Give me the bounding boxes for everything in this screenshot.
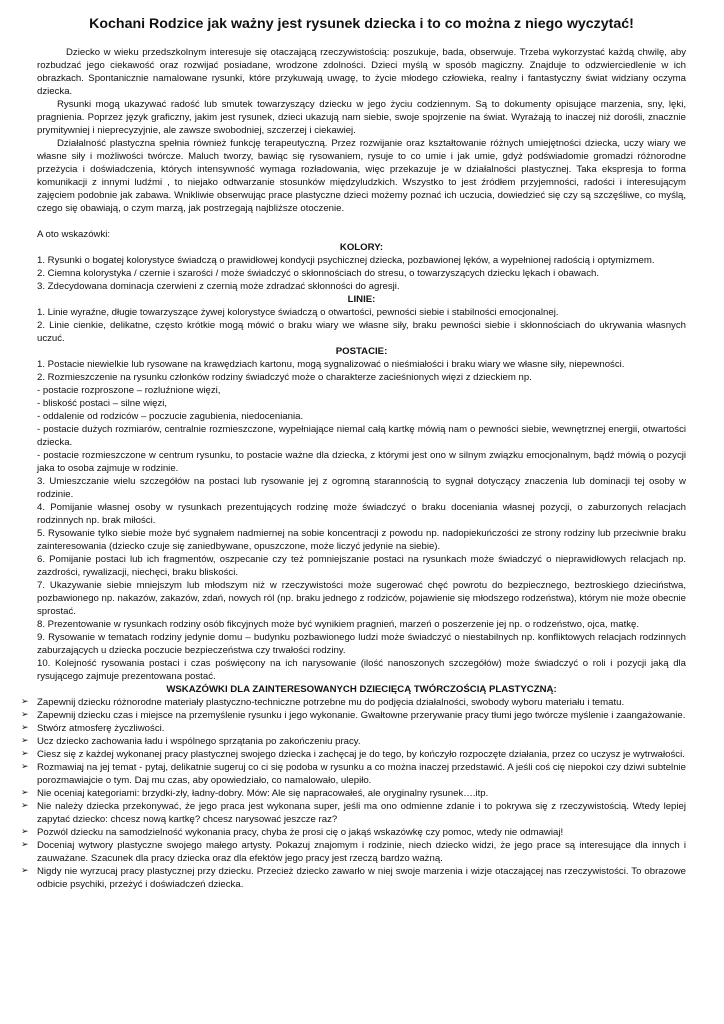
arrow-bullet-icon: ➢ <box>21 801 29 811</box>
section-heading-kolory: KOLORY: <box>339 242 384 253</box>
tips-list <box>21 696 686 891</box>
list-item: 4. Pomijanie własnej osoby w rysunkach prezentujących rodzinę może świadczyć o braku doceniania własnej pozycji, o zaburzonych relacjach rodzinnych np. brak miłości. <box>37 502 686 526</box>
arrow-bullet-icon: ➢ <box>21 749 29 759</box>
section-heading-postacie: POSTACIE: <box>335 346 388 357</box>
arrow-bullet-icon: ➢ <box>21 866 29 876</box>
list-item: 2. Ciemna kolorystyka / czernie i szarości / może świadczyć o skłonnościach do stresu, o towarzyszących dziecku lękach i obawach. <box>37 268 599 279</box>
list-item: 2. Linie cienkie, delikatne, często krótkie mogą mówić o braku wiary we własne siły, braku pewności siebie i skłonnościach do ukrywania własnych uczuć. <box>37 320 686 344</box>
arrow-bullet-icon: ➢ <box>21 827 29 837</box>
intro-paragraph-2: Rysunki mogą ukazywać radość lub smutek towarzyszący dziecku w jego życiu codziennym. Są to dokumenty opisujące marzenia, sny, lęki, pragnienia. Poprzez język graficzny, jakim jest rysunek, dzieci ukazują nam siebie, swoje spojrzenie na świat. Wyrażają to inaczej niż dorośli, znacznie prymitywniej i nieprecyzyjnie, ale zawsze swobodniej, szczerzej i ciekawiej. <box>37 99 686 136</box>
list-item: 2. Rozmieszczenie na rysunku członków rodziny świadczyć może o charakterze zacieśnionych więzi z dzieckiem np. <box>37 372 532 383</box>
list-item: ➢ Nigdy nie wyrzucaj pracy plastycznej przy dziecku. Przecież dziecko zawarło w niej swoje marzenia i wizje otaczającej nas rzeczywistości. To obrazowe odbicie psychiki, przeżyć i doświadczeń dziecka. <box>21 866 686 890</box>
list-item: ➢ Doceniaj wytwory plastyczne swojego małego artysty. Pokazuj znajomym i rodzinie, niech dziecko widzi, że jego prace są interesujące dla innych i zauważane. Szacunek dla pracy dziecka oraz dla efektów jego pracy jest rzeczą bardzo ważną. <box>21 840 686 864</box>
intro-paragraph-1: Dziecko w wieku przedszkolnym interesuje się otaczającą rzeczywistością: poszukuje, bada, obserwuje. Trzeba wykorzystać każdą chwilę, aby rozbudzać jego ciekawość oraz rozwijać posiadane, wrodzone zdolności. Dzieci myślą w sposób magiczny. Znajduje to odzwierciedlenie w ich obrazkach. Spontanicznie namalowane rysunki, które przykuwają uwagę, to życie młodego człowieka, realny i fantastyczny świat widziany oczyma dziecka. <box>37 47 686 97</box>
list-item: ➢ Pozwól dziecku na samodzielność wykonania pracy, chyba że prosi cię o jakąś wskazówkę czy pomoc, wtedy nie odmawiaj! <box>21 827 564 838</box>
list-item: 6. Pomijanie postaci lub ich fragmentów, oszpecanie czy też pomniejszanie postaci na rysunkach może świadczyć o nieprawidłowych relacjach np. zazdrości, rywalizacji, niechęci, braku bliskości. <box>37 554 686 578</box>
list-item: ➢ Ciesz się z każdej wykonanej pracy plastycznej swojego dziecka i zachęcaj je do tego, by kończyło rozpoczęte działania, przez co uczysz je wytrwałości. <box>21 749 685 760</box>
page-title: Kochani Rodzice jak ważny jest rysunek dziecka i to co można z niego wyczytać! <box>89 16 634 32</box>
list-item: ➢ Zapewnij dziecku różnorodne materiały plastyczno-techniczne potrzebne mu do podjęcia działalności, swobody wyboru materiału i tematu. <box>21 697 625 708</box>
list-item: 1. Rysunki o bogatej kolorystyce świadczą o prawidłowej kondycji psychicznej dziecka, pozbawionej lęków, a wypełnionej radością i optymizmem. <box>37 255 655 266</box>
list-item: - postacie rozmieszczone w centrum rysunku, to postacie ważne dla dziecka, z którymi jest ono w silnym związku emocjonalnym, bądź mówią o pozycji jaka to osoba zajmuje w rodzinie. <box>37 450 686 474</box>
list-item: ➢ Nie oceniaj kategoriami: brzydki-zły, ładny-dobry. Mów: Ale się napracowałeś, ale oryginalny rysunek….itp. <box>21 788 489 799</box>
list-item: - bliskość postaci – silne więzi, <box>37 398 168 409</box>
list-item: 1. Linie wyraźne, długie towarzyszące żywej kolorystyce świadczą o otwartości, pewności siebie i stabilności emocjonalnej. <box>37 307 559 318</box>
list-item: 7. Ukazywanie siebie mniejszym lub młodszym niż w rzeczywistości może sugerować chęć powrotu do bezpiecznego, beztroskiego dzieciństwa, pozbawionego np. nakazów, zakazów, zdań, nowych ról (np. braku jednego z rodziców, pojawienie się młodszego rodzeństwa), którym nie może obecnie sprostać. <box>37 580 687 617</box>
list-item: 9. Rysowanie w tematach rodziny jedynie domu – budynku pozbawionego ludzi może świadczyć o niestabilnych np. konfliktowych relacjach rodzinnych zaburzających u dziecka poczucie bezpieczeństwa czy trwałości rodziny. <box>37 632 686 656</box>
list-item: 10. Kolejność rysowania postaci i czas poświęcony na ich narysowanie (ilość nanoszonych szczegółów) może świadczyć o roli i pozycji jaką dla rysującego zajmuje prezentowana postać. <box>37 658 686 682</box>
arrow-bullet-icon: ➢ <box>21 840 29 850</box>
tips-label: A oto wskazówki: <box>37 229 111 240</box>
list-item: ➢ Ucz dziecko zachowania ładu i wspólnego sprzątania po zakończeniu pracy. <box>21 736 361 747</box>
list-item: - postacie rozproszone – rozluźnione więzi, <box>37 385 221 396</box>
list-item: ➢ Zapewnij dziecku czas i miejsce na przemyślenie rysunku i jego wykonanie. Gwałtowne przerywanie pracy tłumi jego twórcze myślenie i zaangażowanie. <box>21 710 686 721</box>
list-item: 3. Umieszczanie wielu szczegółów na postaci lub rysowanie jej z ogromną starannością to sygnał dotyczący znaczenia lub dominacji tej osoby w rodzinie. <box>37 476 686 500</box>
arrow-bullet-icon: ➢ <box>21 723 29 733</box>
arrow-bullet-icon: ➢ <box>21 697 29 707</box>
intro-paragraph-3: Działalność plastyczna spełnia również funkcję terapeutyczną. Przez rozwijanie oraz kształtowanie różnych umiejętności dziecka, uczy wiary we własne siły i możliwości twórcze. Maluch tworzy, bawiąc się rysowaniem, rysuje to co umie i jak umie, gdyż podświadomie gromadzi różnorodne przeżycia i doświadczenia, których intensywność wymaga rozładowania, więc przekazuje je w działalności plastycznej. Taka ekspresja to forma komunikacji z innymi ludźmi , to niejako odtwarzanie stosunków międzyludzkich. Wszystko to jest źródłem przyjemności, radości i interesującym zajęciem podobnie jak zabawa. Wnikliwie obserwując prace plastyczne dzieci możemy poznać ich uczucia, dowiedzieć się czy są szczęśliwe, co myślą, czego się obawiają, o czym marzą, jak postrzegają najbliższe otoczenie. <box>37 138 686 214</box>
list-item: ➢ Stwórz atmosferę życzliwości. <box>21 723 165 734</box>
list-item: 8. Prezentowanie w rysunkach rodziny osób fikcyjnych może być wynikiem pragnień, marzeń o poszerzenie jej np. o rodzeństwo, ojca, matkę. <box>37 619 640 630</box>
section-heading-linie: LINIE: <box>347 294 376 305</box>
arrow-bullet-icon: ➢ <box>21 736 29 746</box>
list-item: - oddalenie od rodziców – poczucie zagubienia, niedoceniania. <box>37 411 304 422</box>
arrow-bullet-icon: ➢ <box>21 710 29 720</box>
list-item: 1. Postacie niewielkie lub rysowane na krawędziach kartonu, mogą sygnalizować o nieśmiałości i braku wiary we własne siły, niepewności. <box>37 359 625 370</box>
list-item: 5. Rysowanie tylko siebie może być sygnałem nadmiernej na sobie koncentracji z powodu np. nadopiekuńczości ze strony rodziny lub przeciwnie braku zainteresowania (dziecko czuje się zaniedbywane, opuszczone, może liczyć jedynie na siebie). <box>37 528 686 552</box>
section-heading-wskazowki: WSKAZÓWKI DLA ZAINTERESOWANYCH DZIECIĘCĄ TWÓRCZOŚCIĄ PLASTYCZNĄ: <box>166 684 557 695</box>
arrow-bullet-icon: ➢ <box>21 762 29 772</box>
list-item: ➢ Rozmawiaj na jej temat - pytaj, delikatnie sugeruj co ci się podoba w rysunku a co można inaczej przedstawić. A jeśli coś cię niepokoi czy dziwi subtelnie porozmawiajcie o tym. Daj mu czas, aby opowiedziało, co namalowało, ulepiło. <box>21 762 686 786</box>
arrow-bullet-icon: ➢ <box>21 788 29 798</box>
list-item: - postacie dużych rozmiarów, centralnie rozmieszczone, wypełniające niemal całą kartkę mówią nam o pewności siebie, wewnętrznej energii, otwartości dziecka. <box>37 424 686 448</box>
spacer <box>37 215 686 228</box>
list-item: ➢ Nie należy dziecka przekonywać, że jego praca jest wykonana super, jeśli ma ono odmienne zdanie i to pokrywa się z rzeczywistością. Wtedy lepiej zapytać dziecko: chcesz nową kartkę? chcesz narysować jeszcze raz? <box>21 801 686 825</box>
list-item: 3. Zdecydowana dominacja czerwieni z czernią może zdradzać skłonności do agresji. <box>37 281 400 292</box>
